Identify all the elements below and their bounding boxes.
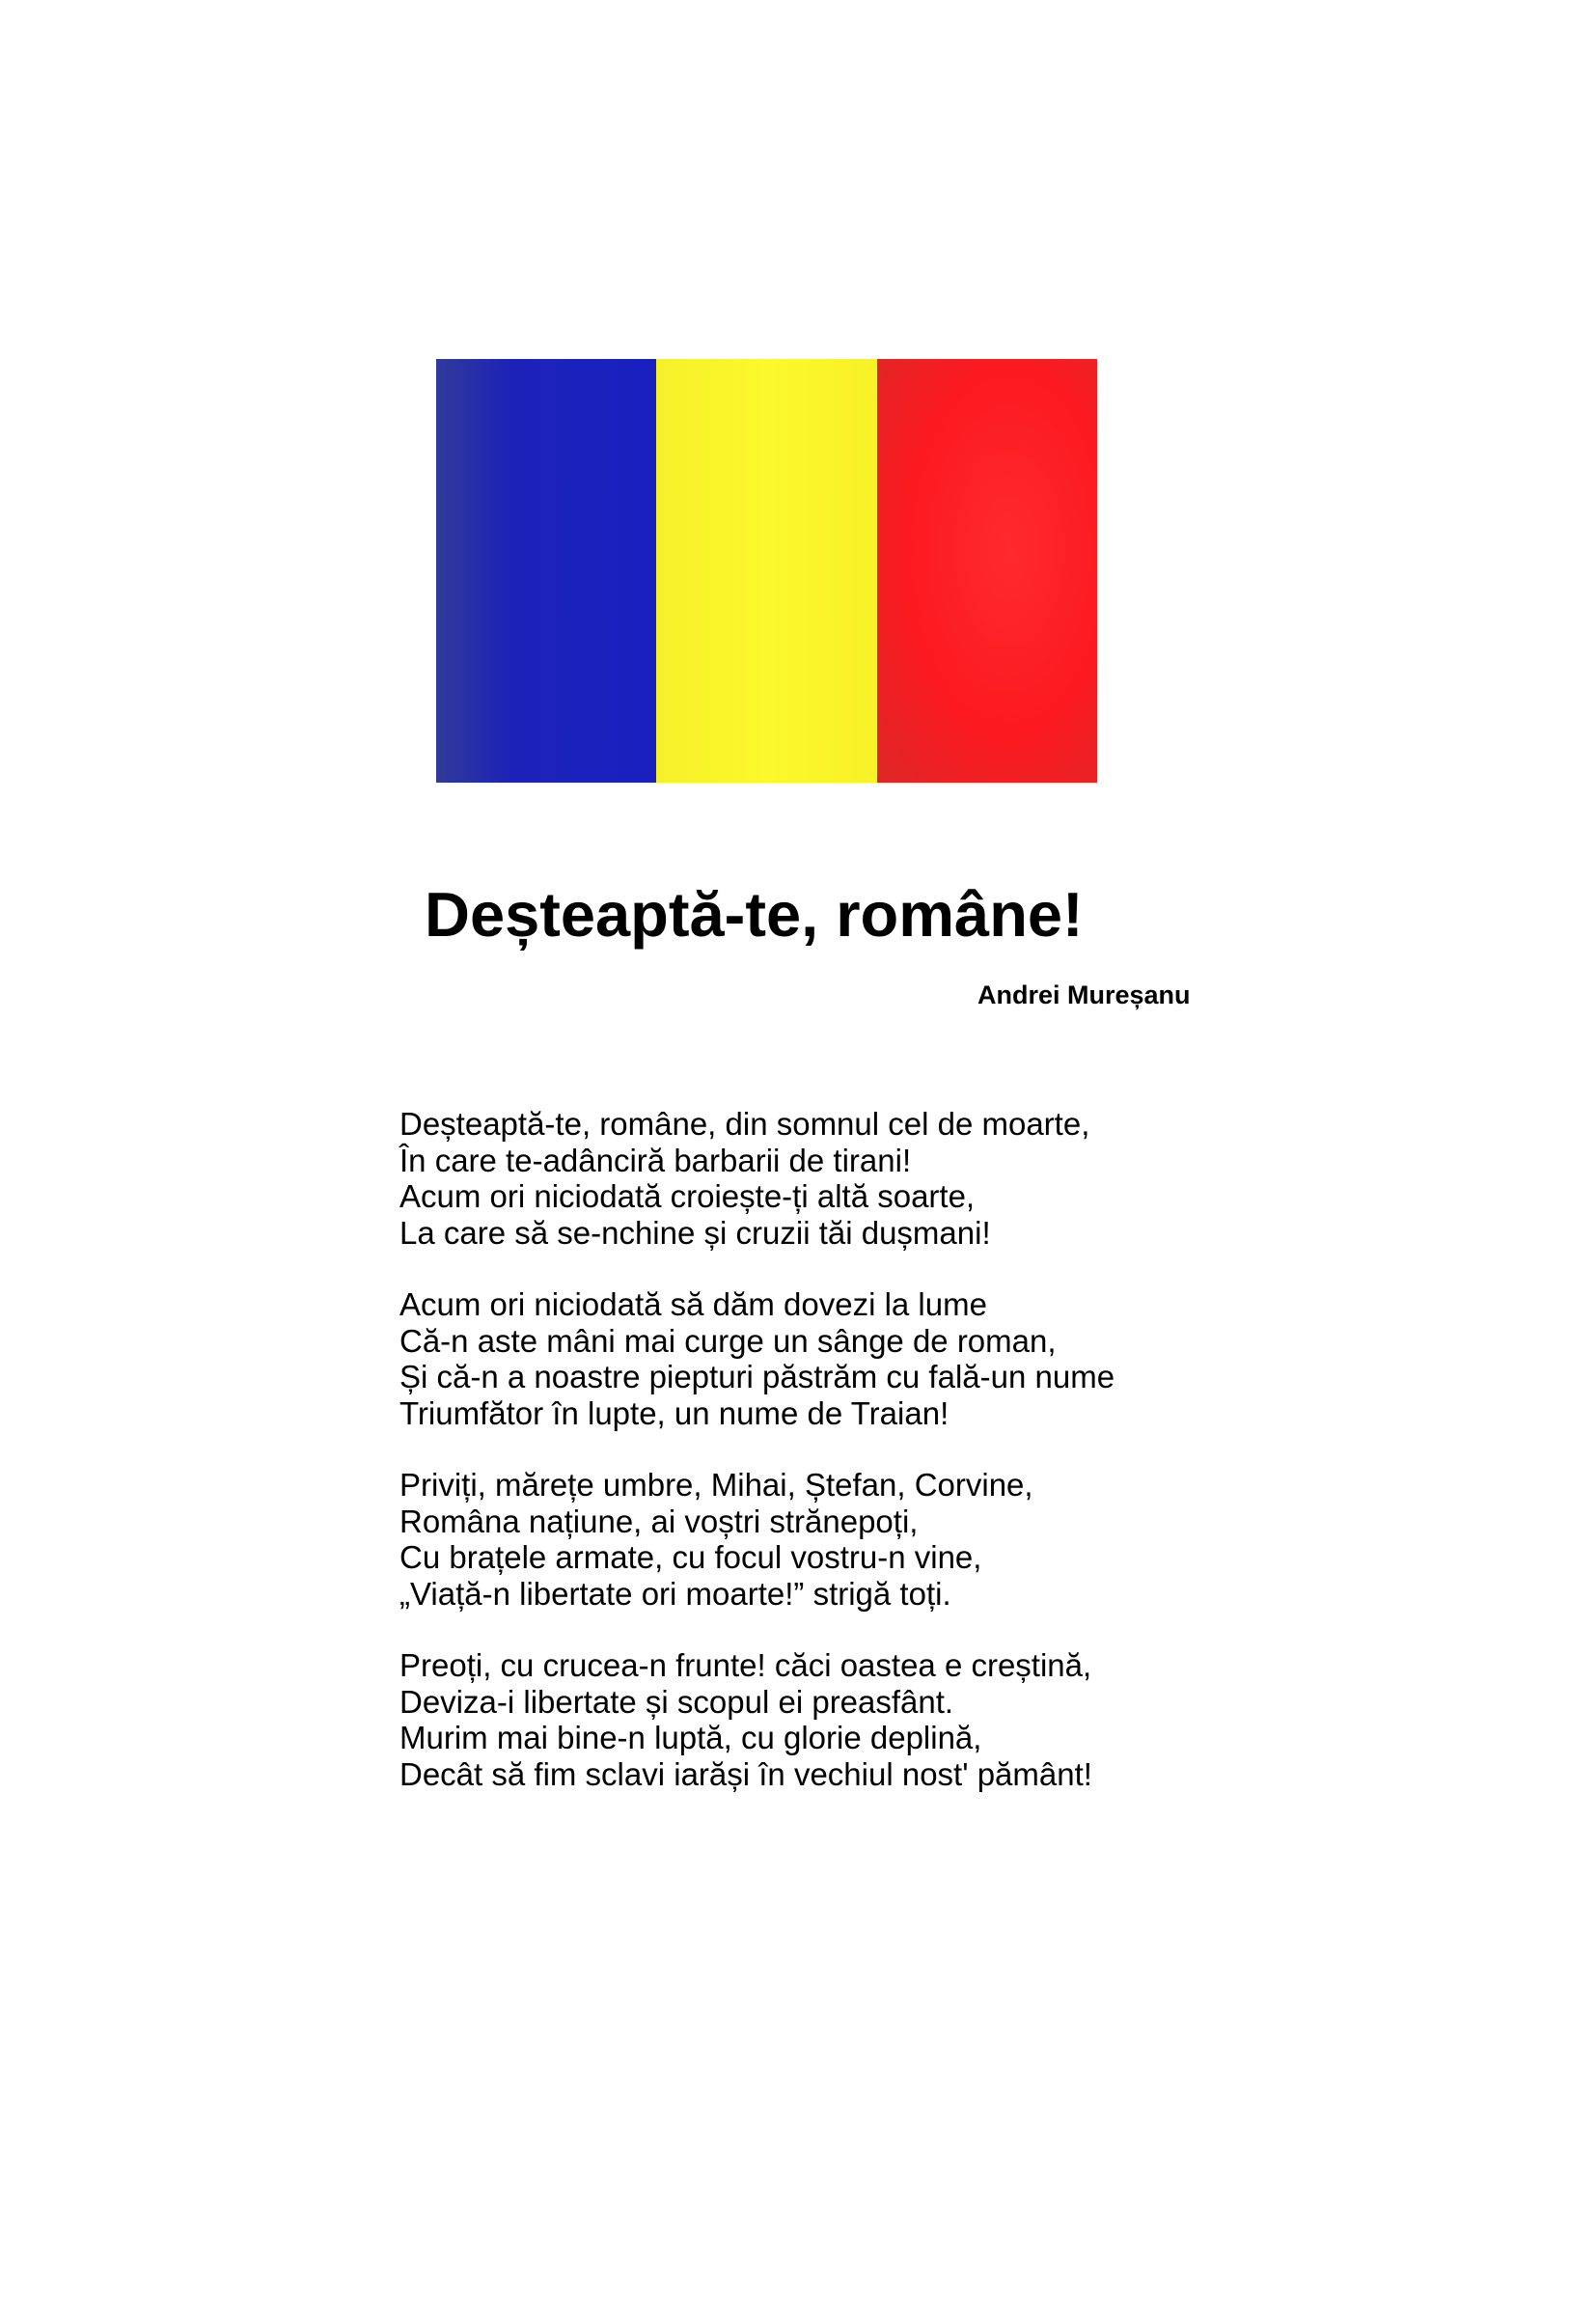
verse-line: Deșteaptă-te, române, din somnul cel de moarte, — [399, 1106, 1090, 1142]
verse-line: Priviți, mărețe umbre, Mihai, Ștefan, Corvine, — [399, 1467, 1033, 1503]
stanza — [399, 1467, 1114, 1612]
verse-line: Acum ori niciodată să dăm dovezi la lume — [399, 1286, 987, 1322]
verse-line: Triumfător în lupte, un nume de Traian! — [399, 1394, 949, 1431]
verse-line: La care să se-nchine și cruzii tăi dușmani! — [399, 1214, 991, 1251]
verse-line: Deviza-i libertate și scopul ei preasfânt. — [399, 1683, 954, 1720]
poem-title: Deșteaptă-te, române! — [425, 879, 1084, 950]
flag-stripe-red — [877, 359, 1097, 783]
verse-line: Acum ori niciodată croiește-ți altă soarte, — [399, 1178, 976, 1214]
stanza — [399, 1106, 1114, 1251]
romanian-flag — [436, 359, 1097, 783]
verse-line: Murim mai bine-n luptă, cu glorie deplină, — [399, 1720, 982, 1755]
poem-body — [399, 1106, 1114, 1828]
stanza — [399, 1286, 1114, 1431]
poem-author: Andrei Mureșanu — [977, 980, 1191, 1009]
verse-line: Cu brațele armate, cu focul vostru-n vine, — [399, 1539, 982, 1575]
flag-stripe-yellow — [656, 359, 876, 783]
verse-line: Româna națiune, ai voștri strănepoți, — [399, 1503, 919, 1539]
verse-line: Decât să fim sclavi iarăși în vechiul nost' pământ! — [399, 1755, 1092, 1792]
verse-line: Că-n aste mâni mai curge un sânge de roman, — [399, 1322, 1057, 1359]
verse-line: Și că-n a noastre piepturi păstrăm cu fală-un nume — [399, 1359, 1115, 1394]
verse-line: În care te-adânciră barbarii de tirani! — [399, 1142, 912, 1178]
stanza — [399, 1647, 1114, 1792]
flag-stripe-blue — [436, 359, 656, 783]
verse-line: „Viață-n libertate ori moarte!” strigă toți. — [399, 1575, 951, 1612]
verse-line: Preoți, cu crucea-n frunte! căci oastea e creștină, — [399, 1647, 1092, 1683]
